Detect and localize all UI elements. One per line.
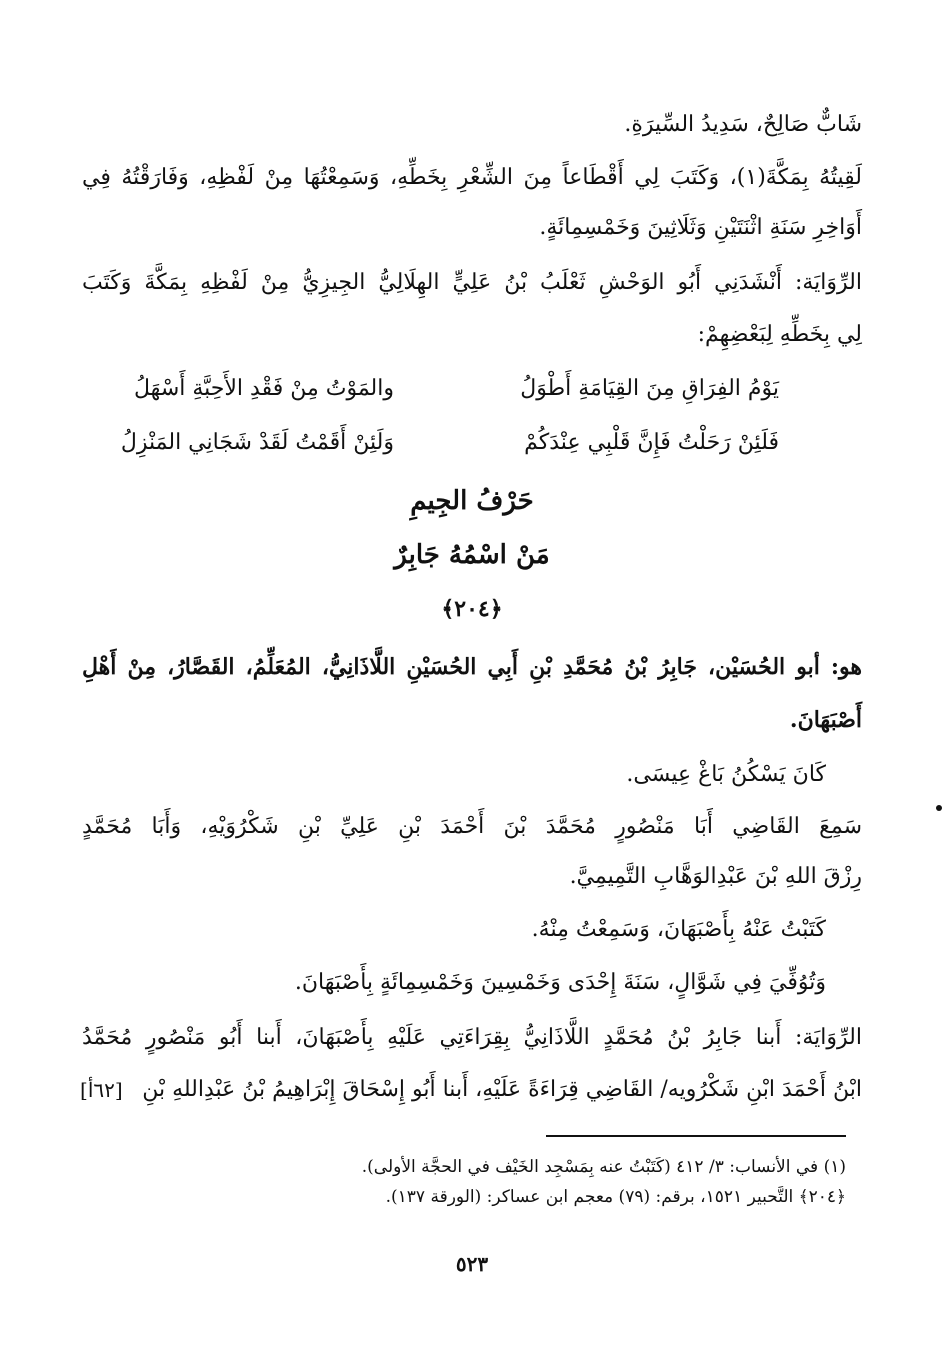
text-line: أَصْبَهَانَ. <box>789 707 862 733</box>
page-number: ٥٢٣ <box>455 1252 489 1276</box>
text-line: الرِّوَايَة: أَنْشَدَنِي أَبُو الوَحْشِ ثَعْلَبُ بْنُ عَلِيٍّ الهِلَالِيُّ الجِيزِيُّ مِنْ لَفْظِهِ بِمَكَّةَ وَكَتَبَ <box>82 270 862 295</box>
text-line: رِزْقَ اللهِ بْنَ عَبْدِالوَهَّابِ التَّمِيمِيَّ. <box>569 864 862 889</box>
entry-number: ﴿٢٠٤﴾ <box>441 596 503 622</box>
text-line: ابْنُ أَحْمَدَ ابْنِ شَكْرُويه/ القَاضِي قِرَاءَةً عَلَيْهِ، أَبنا أَبُو إِسْحَاقَ إِبْرَاهِيمُ بْنُ عَبْدِاللهِ بْنِ <box>142 1077 862 1102</box>
footnote: ﴿٢٠٤﴾ التَّحبير ١٥٢١، برقم: (٧٩) معجم ابن عساكر: (الورقة ١٣٧). <box>385 1187 846 1207</box>
text-line: لِي بِخَطِّهِ لِبَعْضِهِمْ: <box>697 322 862 347</box>
section-heading: حَرْفُ الجِيمِ <box>410 486 534 516</box>
folio-marker: [٦٢أ] <box>80 1078 123 1102</box>
text-line: سَمِعَ القَاضِي أَبَا مَنْصُورٍ مُحَمَّدَ بْنَ أَحْمَدَ بْنِ عَلِيِّ بْنِ شَكْرُوَيْهِ، وَأَبَا مُحَمَّدٍ <box>82 814 862 839</box>
footnote: (١) في الأنساب: ٣/ ٤١٢ (كَتَبْتُ عنه بِمَسْجِد الخَيْف في الحجَّة الأولى). <box>361 1157 846 1177</box>
section-subheading: مَنْ اسْمُهُ جَابِرٌ <box>394 540 550 570</box>
text-line: شَابٌّ صَالِحٌ، سَدِيدُ السِّيرَةِ. <box>624 112 862 137</box>
margin-dot <box>936 805 942 811</box>
text-line: أَوَاخِرِ سَنَةِ اثْنَتَيْنِ وَثَلَاثِينَ وَخَمْسِمِائَةٍ. <box>539 215 862 240</box>
text-line: هو: أبو الحُسَيْن، جَابِرُ بْنُ مُحَمَّدِ بْنِ أَبِي الحُسَيْنِ اللَّاذَانِيُّ، المُعَلِّمُ، القَصَّارُ، مِنْ أَهْلِ <box>82 654 862 680</box>
verse-hemistich: والمَوْتُ مِنْ فَقْدِ الأَحِبَّةِ أَسْهَلُ <box>134 376 394 401</box>
text-line: كَتَبْتُ عَنْهُ بِأَصْبَهَانَ، وَسَمِعْتُ مِنْهُ. <box>531 917 826 942</box>
verse-hemistich: يَوْمُ الفِرَاقِ مِنَ القِيَامَةِ أَطْوَلُ <box>520 376 779 401</box>
verse-hemistich: وَلَئِنْ أَقَمْتُ لَقَدْ شَجَانِي المَنْزِلُ <box>120 430 394 455</box>
footnote-rule <box>546 1135 846 1137</box>
text-line: لَقِيتُهُ بِمَكَّةَ(١)، وَكَتَبَ لِي أَقْطَاعاً مِنَ الشِّعْرِ بِخَطِّهِ، وَسَمِعْتُهَا مِنْ لَفْظِهِ، وَفَارَقْتُهُ فِي <box>82 165 862 190</box>
text-line: وَتُوُفِّيَ فِي شَوَّالٍ، سَنَةَ إِحْدَى وَخَمْسِينَ وَخَمْسِمِائَةٍ بِأَصْبَهَانَ. <box>294 970 826 995</box>
text-line: كَانَ يَسْكُنُ بَاغْ عِيسَى. <box>626 762 826 787</box>
verse-hemistich: فَلَئِنْ رَحَلْتُ فَإِنَّ قَلْبِي عِنْدَكُمْ <box>524 430 779 455</box>
text-line: الرِّوَايَة: أَبنا جَابِرُ بْنُ مُحَمَّدٍ اللَّاذَانِيُّ بِقِرَاءَتِي عَلَيْهِ بِأَصْبَهَانَ، أَبنا أَبُو مَنْصُورٍ مُحَمَّدُ <box>82 1025 862 1050</box>
